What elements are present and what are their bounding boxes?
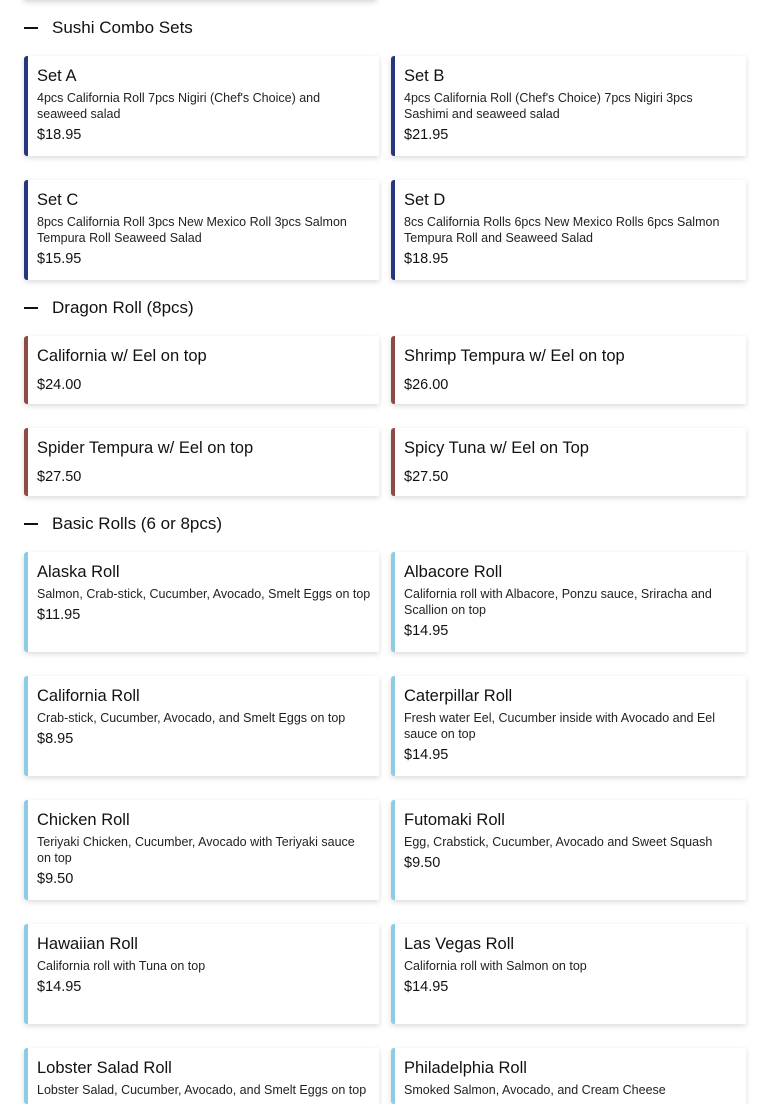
minus-icon[interactable] — [24, 27, 38, 29]
item-price: $26.00 — [404, 377, 449, 393]
item-name: Set A — [37, 67, 77, 85]
menu-item-card[interactable] — [391, 428, 746, 496]
item-name: Philadelphia Roll — [404, 1059, 527, 1077]
item-price: $9.50 — [37, 871, 74, 887]
section-title: Dragon Roll (8pcs) — [52, 298, 194, 317]
menu-item-card[interactable] — [391, 924, 746, 1024]
item-description: Teriyaki Chicken, Cucumber, Avocado with Teriyaki sauce on top — [37, 835, 355, 865]
menu-item-card[interactable] — [24, 676, 379, 776]
section-title: Basic Rolls (6 or 8pcs) — [52, 514, 223, 533]
item-name: Set B — [404, 67, 445, 85]
item-description: California roll with Salmon on top — [404, 959, 587, 973]
menu-item-card[interactable] — [24, 1048, 379, 1104]
item-price: $15.95 — [37, 251, 82, 267]
menu-item-card[interactable] — [24, 180, 379, 280]
item-price: $24.00 — [37, 377, 82, 393]
item-description: 8cs California Rolls 6pcs New Mexico Rolls 6pcs Salmon Tempura Roll and Seaweed Salad — [404, 215, 720, 245]
item-name: Spider Tempura w/ Eel on top — [37, 439, 254, 457]
menu-item-card[interactable] — [391, 676, 746, 776]
item-price: $27.50 — [404, 469, 449, 485]
menu-item-card[interactable] — [391, 56, 746, 156]
menu-item-card[interactable] — [391, 1048, 746, 1104]
menu-item-card[interactable] — [391, 552, 746, 652]
item-price: $9.50 — [404, 855, 441, 871]
item-price: $18.95 — [404, 251, 449, 267]
minus-icon[interactable] — [24, 307, 38, 309]
item-price: $14.95 — [37, 979, 82, 995]
item-description: 4pcs California Roll (Chef's Choice) 7pcs Nigiri 3pcs Sashimi and seaweed salad — [404, 91, 693, 121]
section-header-sushi-combo-sets[interactable] — [24, 17, 193, 39]
item-name: Alaska Roll — [37, 563, 120, 581]
item-name: Spicy Tuna w/ Eel on Top — [404, 439, 589, 457]
menu-item-card[interactable] — [24, 428, 379, 496]
menu-item-card[interactable] — [24, 336, 379, 404]
menu-item-card[interactable] — [24, 56, 379, 156]
item-name: Caterpillar Roll — [404, 687, 513, 705]
menu-item-card[interactable] — [24, 552, 379, 652]
section-header-basic-rolls[interactable] — [24, 513, 222, 535]
section-title: Sushi Combo Sets — [52, 18, 193, 37]
item-price: $14.95 — [404, 747, 449, 763]
item-name: California Roll — [37, 687, 140, 705]
item-name: Hawaiian Roll — [37, 935, 138, 953]
section-header-dragon-roll[interactable] — [24, 297, 194, 319]
item-name: California w/ Eel on top — [37, 347, 207, 365]
item-name: Set C — [37, 191, 79, 209]
item-name: Shrimp Tempura w/ Eel on top — [404, 347, 625, 365]
item-description: Egg, Crabstick, Cucumber, Avocado and Sweet Squash — [404, 835, 713, 849]
item-name: Set D — [404, 191, 446, 209]
item-price: $8.95 — [37, 731, 74, 747]
item-price: $11.95 — [37, 607, 81, 623]
item-description: Fresh water Eel, Cucumber inside with Avocado and Eel sauce on top — [404, 711, 716, 741]
item-name: Chicken Roll — [37, 811, 130, 829]
item-name: Lobster Salad Roll — [37, 1059, 172, 1077]
item-description: Smoked Salmon, Avocado, and Cream Cheese — [404, 1083, 666, 1097]
item-description: 8pcs California Roll 3pcs New Mexico Roll 3pcs Salmon Tempura Roll Seaweed Salad — [37, 215, 347, 245]
menu-item-card[interactable] — [391, 336, 746, 404]
menu-item-card[interactable] — [391, 180, 746, 280]
minus-icon[interactable] — [24, 523, 38, 525]
item-price: $27.50 — [37, 469, 82, 485]
item-price: $18.95 — [37, 127, 82, 143]
menu-item-card[interactable] — [24, 924, 379, 1024]
item-price: $21.95 — [404, 127, 449, 143]
menu-item-card[interactable] — [24, 800, 379, 900]
item-name: Albacore Roll — [404, 563, 503, 581]
item-description: 4pcs California Roll 7pcs Nigiri (Chef's Choice) and seaweed salad — [37, 91, 321, 121]
item-description: California roll with Tuna on top — [37, 959, 206, 973]
item-description: Lobster Salad, Cucumber, Avocado, and Smelt Eggs on top — [37, 1083, 367, 1097]
item-name: Futomaki Roll — [404, 811, 505, 829]
item-price: $14.95 — [404, 623, 449, 639]
item-description: Salmon, Crab-stick, Cucumber, Avocado, Smelt Eggs on top — [37, 587, 371, 601]
item-description: Crab-stick, Cucumber, Avocado, and Smelt Eggs on top — [37, 711, 346, 725]
item-description: California roll with Albacore, Ponzu sauce, Sriracha and Scallion on top — [404, 587, 712, 617]
item-name: Las Vegas Roll — [404, 935, 515, 953]
menu-item-card[interactable] — [391, 800, 746, 900]
item-price: $14.95 — [404, 979, 449, 995]
